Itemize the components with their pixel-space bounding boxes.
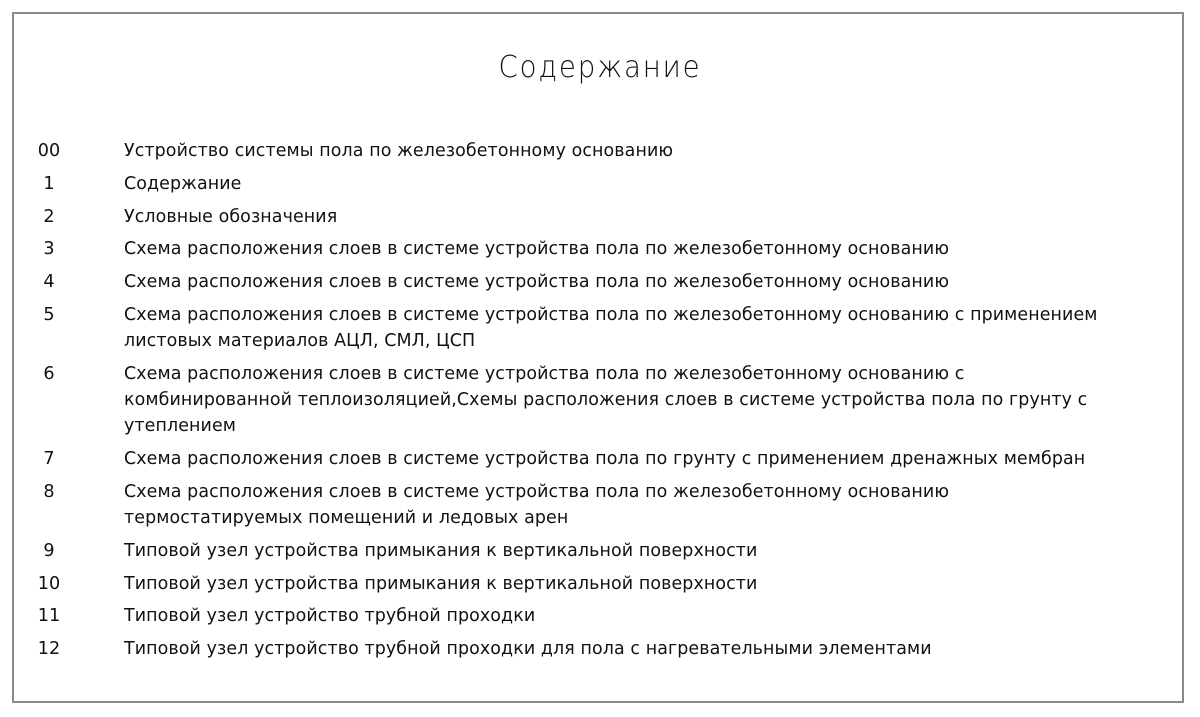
- toc-entry-8: [0, 479, 1200, 531]
- toc-entry-title: Типовой узел устройства примыкания к вертикальной поверхности: [124, 540, 758, 561]
- toc-entry-number: 3: [43, 239, 55, 260]
- toc-entry-5: [0, 302, 1200, 354]
- toc-entry-title: Схема расположения слоев в системе устройства пола по грунту с применением дренажных мембран: [124, 448, 1086, 469]
- toc-entry-title: Устройство системы пола по железобетонному основанию: [124, 141, 674, 161]
- toc-entry-title: Схема расположения слоев в системе устройства пола по железобетонному основанию: [124, 239, 950, 260]
- toc-entry-number: 6: [43, 363, 55, 384]
- toc-entry-1: [0, 171, 1200, 197]
- toc-entry-number: 7: [43, 448, 55, 469]
- toc-entry-line: комбинированной теплоизоляцией,Схемы расположения слоев в системе устройства пола по грунту с: [124, 389, 1088, 410]
- toc-entry-line: Схема расположения слоев в системе устройства пола по железобетонному основанию с: [124, 363, 965, 384]
- toc-entry-title: Содержание: [124, 173, 242, 194]
- toc-entry-2: [0, 204, 1200, 230]
- toc-entry-number: 8: [43, 481, 55, 502]
- toc-entry-number: 4: [43, 272, 55, 293]
- toc-entry-line: термостатируемых помещений и ледовых арен: [124, 507, 569, 528]
- toc-entry-number: 9: [43, 540, 55, 561]
- toc-entry-title: [124, 361, 1174, 439]
- toc-entry-number: 2: [43, 206, 55, 227]
- toc-entry-9: [0, 538, 1200, 564]
- toc-entry-4: [0, 269, 1200, 295]
- toc-entry-title: Схема расположения слоев в системе устройства пола по железобетонному основанию: [124, 272, 950, 293]
- toc-entry-line: Схема расположения слоев в системе устройства пола по железобетонному основанию: [124, 481, 950, 502]
- toc-entry-line: листовых материалов АЦЛ, СМЛ, ЦСП: [124, 330, 476, 351]
- toc-entry-3: [0, 236, 1200, 262]
- toc-entry-line: утеплением: [124, 415, 237, 436]
- table-of-contents: [0, 138, 1200, 669]
- toc-entry-6: [0, 361, 1200, 439]
- toc-entry-number: 5: [43, 304, 55, 325]
- toc-entry-11: [0, 603, 1200, 629]
- toc-entry-number: 11: [37, 606, 61, 627]
- page-title: Содержание: [498, 50, 702, 85]
- toc-entry-title: Типовой узел устройства примыкания к вертикальной поверхности: [124, 573, 758, 594]
- toc-entry-number: 12: [37, 639, 61, 660]
- toc-entry-10: [0, 571, 1200, 597]
- toc-entry-title: [124, 479, 1174, 531]
- toc-entry-7: [0, 446, 1200, 472]
- toc-entry-line: Схема расположения слоев в системе устройства пола по железобетонному основанию с применением: [124, 304, 1098, 325]
- toc-entry-12: [0, 636, 1200, 662]
- toc-entry-00: [0, 138, 1200, 164]
- toc-entry-title: [124, 302, 1174, 354]
- toc-entry-number: 00: [37, 141, 61, 161]
- toc-entry-number: 10: [37, 573, 61, 594]
- toc-entry-title: Условные обозначения: [124, 206, 338, 227]
- toc-entry-number: 1: [43, 173, 55, 194]
- toc-entry-title: Типовой узел устройство трубной проходки для пола с нагревательными элементами: [124, 639, 932, 660]
- toc-entry-title: Типовой узел устройство трубной проходки: [124, 606, 536, 627]
